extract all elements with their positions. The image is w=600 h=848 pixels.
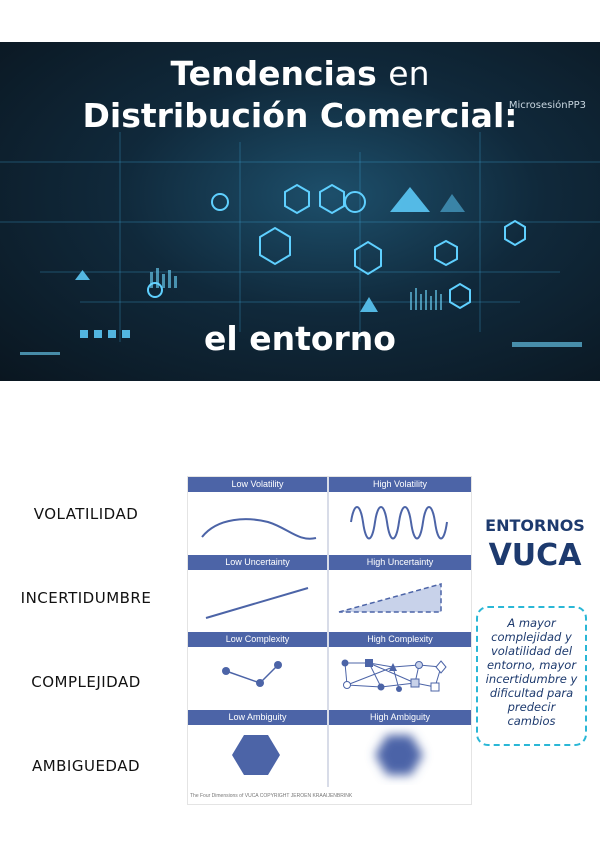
low-complexity-network xyxy=(188,647,327,707)
low-volatility-curve xyxy=(188,492,327,552)
header-high-ambiguity: High Ambiguity xyxy=(329,710,471,725)
header-low-volatility: Low Volatility xyxy=(188,477,327,492)
label-ambiguedad: AMBIGUEDAD xyxy=(31,757,141,775)
vuca-label: VUCA xyxy=(488,538,582,573)
entornos-label: ENTORNOS xyxy=(485,516,585,535)
high-ambiguity-blurred-hexagon xyxy=(329,725,471,785)
header-low-ambiguity: Low Ambiguity xyxy=(188,710,327,725)
title-line-1 xyxy=(0,54,600,93)
header-low-uncertainty: Low Uncertainty xyxy=(188,555,327,570)
title-word-light: en xyxy=(388,54,430,93)
low-ambiguity-hexagon xyxy=(188,725,327,785)
vuca-dimensions-figure xyxy=(187,476,472,805)
figure-caption: The Four Dimensions of VUCA COPYRIGHT JEROEN KRAAIJENBRINK xyxy=(190,793,353,799)
grid-divider-vertical xyxy=(327,477,329,787)
high-complexity-network xyxy=(329,647,471,707)
header-high-complexity: High Complexity xyxy=(329,632,471,647)
title-line-3: el entorno xyxy=(204,319,396,358)
label-volatilidad: VOLATILIDAD xyxy=(33,505,139,523)
session-tag: MicrosesiónPP3 xyxy=(508,100,586,111)
title-line-2: Distribución Comercial: xyxy=(82,96,518,135)
high-uncertainty-cone xyxy=(329,570,471,630)
high-volatility-wave xyxy=(329,492,471,552)
label-complejidad: COMPLEJIDAD xyxy=(31,673,141,691)
label-incertidumbre: INCERTIDUMBRE xyxy=(20,589,152,607)
low-uncertainty-line xyxy=(188,570,327,630)
note-callout xyxy=(476,606,587,746)
header-high-uncertainty: High Uncertainty xyxy=(329,555,471,570)
title-word-bold: Tendencias xyxy=(170,54,377,93)
header-low-complexity: Low Complexity xyxy=(188,632,327,647)
note-text: A mayor complejidad y volatilidad del entorno, mayor incertidumbre y dificultad para predecir cambios xyxy=(485,616,578,728)
header-high-volatility: High Volatility xyxy=(329,477,471,492)
